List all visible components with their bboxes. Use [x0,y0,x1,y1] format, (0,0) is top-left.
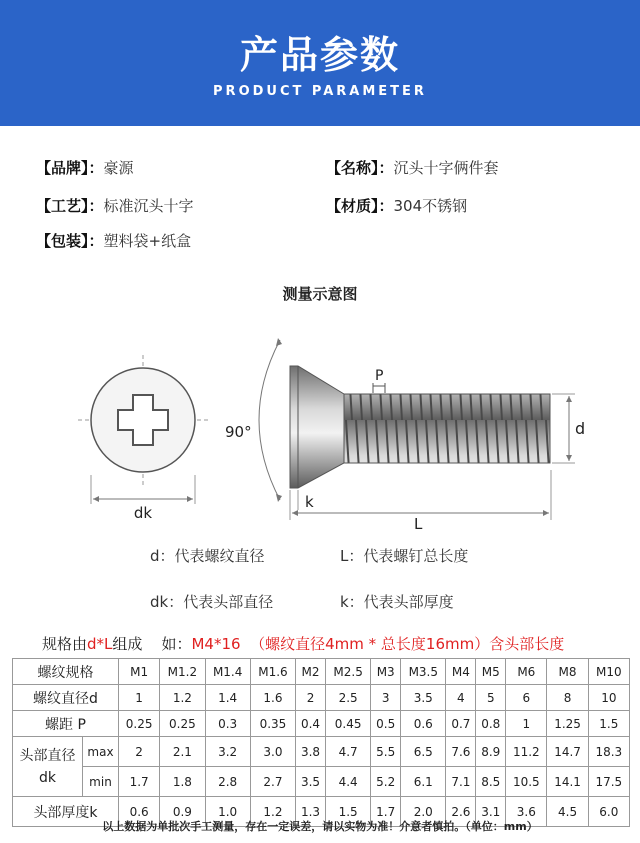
dk-max-cell: 8.9 [476,737,506,767]
size-cell: M4 [446,659,476,685]
attr-craft-key: 【工艺】： [36,197,104,215]
d-cell: 6 [506,685,547,711]
size-cell: M5 [476,659,506,685]
size-cell: M2.5 [325,659,370,685]
legend-d: d：代表螺纹直径 [150,547,265,565]
k-cell: 1.5 [325,797,370,827]
attr-package-value: 塑料袋+纸盒 [103,232,192,250]
attr-material-value: 304不锈钢 [393,197,468,215]
k-cell: 0.9 [160,797,205,827]
legend-k: k：代表头部厚度 [340,593,454,611]
row-label-dk-top: 头部直径 [19,747,76,764]
size-cell: M1.6 [250,659,295,685]
dk-max-cell: 7.6 [446,737,476,767]
k-cell: 1.2 [250,797,295,827]
attr-name-value: 沉头十字俩件套 [393,159,499,177]
p-cell: 0.35 [250,711,295,737]
table-row-d [13,685,630,711]
k-cell: 3.1 [476,797,506,827]
row-label-dk [13,737,83,797]
k-cell: 3.6 [506,797,547,827]
attr-material [326,195,467,217]
dk-max-cell: 3.0 [250,737,295,767]
spec-formula: d*L [87,635,113,653]
d-cell: 1.2 [160,685,205,711]
size-cell: M1.2 [160,659,205,685]
k-cell: 1.3 [296,797,326,827]
spec-middle: 组成 如： [112,635,192,653]
size-cell: M6 [506,659,547,685]
dk-max-cell: 2 [119,737,160,767]
footnote: 以上数据为单批次手工测量，存在一定误差，请以实物为准！介意者慎拍。（单位：mm） [102,820,538,833]
p-cell: 0.6 [401,711,446,737]
row-label-p: 螺距 P [13,711,119,737]
p-cell: 1 [506,711,547,737]
attr-name-key: 【名称】： [326,159,394,177]
dk-min-cell: 8.5 [476,767,506,797]
attr-brand-key: 【品牌】： [36,159,104,177]
attr-brand-value: 豪源 [103,159,134,177]
attr-package [36,230,191,252]
p-cell: 0.4 [296,711,326,737]
screw-side-view [225,338,585,533]
p-cell: 0.25 [160,711,205,737]
size-cell: M8 [547,659,588,685]
k-cell: 2.6 [446,797,476,827]
k-cell: 2.0 [401,797,446,827]
dk-max-cell: 6.5 [401,737,446,767]
legend-dk: dk：代表头部直径 [150,593,274,611]
label-d: d [575,419,586,438]
p-cell: 0.3 [205,711,250,737]
d-cell: 8 [547,685,588,711]
dk-max-cell: 18.3 [588,737,629,767]
dk-min-cell: 1.7 [119,767,160,797]
d-cell: 3.5 [401,685,446,711]
dk-max-cell: 11.2 [506,737,547,767]
row-label-dk-bottom: dk [39,769,56,786]
spec-description [42,633,564,654]
dk-max-cell: 5.5 [371,737,401,767]
dk-max-cell: 4.7 [325,737,370,767]
row-label-min: min [83,767,119,797]
table-row-dk-max [13,737,630,767]
header-banner [0,0,640,126]
d-cell: 1 [119,685,160,711]
k-cell: 1.7 [371,797,401,827]
k-cell: 1.0 [205,797,250,827]
dk-min-cell: 17.5 [588,767,629,797]
p-cell: 0.45 [325,711,370,737]
label-dk: dk [133,504,153,522]
screw-head-view [78,355,208,522]
d-cell: 3 [371,685,401,711]
d-cell: 1.4 [205,685,250,711]
attr-name [326,157,499,179]
d-cell: 4 [446,685,476,711]
spec-prefix: 规格由 [42,635,88,653]
dk-max-cell: 3.2 [205,737,250,767]
p-cell: 0.7 [446,711,476,737]
dk-min-cell: 5.2 [371,767,401,797]
attr-material-key: 【材质】： [326,197,394,215]
table-row-p [13,711,630,737]
p-cell: 0.8 [476,711,506,737]
d-cell: 5 [476,685,506,711]
size-cell: M10 [588,659,629,685]
k-cell: 6.0 [588,797,629,827]
dk-min-cell: 2.8 [205,767,250,797]
size-cell: M1.4 [205,659,250,685]
p-cell: 0.25 [119,711,160,737]
d-cell: 2 [296,685,326,711]
attr-brand [36,157,134,179]
label-k: k [305,493,314,511]
size-cell: M3.5 [401,659,446,685]
row-label-max: max [83,737,119,767]
dk-min-cell: 2.7 [250,767,295,797]
d-cell: 1.6 [250,685,295,711]
dk-min-cell: 3.5 [296,767,326,797]
attr-package-key: 【包装】： [36,232,104,250]
measurement-diagram [0,320,640,535]
label-angle: 90° [225,423,252,441]
dk-min-cell: 1.8 [160,767,205,797]
dk-min-cell: 4.4 [325,767,370,797]
dk-max-cell: 3.8 [296,737,326,767]
size-cell: M2 [296,659,326,685]
dk-min-cell: 10.5 [506,767,547,797]
attr-craft-value: 标准沉头十字 [103,197,194,215]
d-cell: 2.5 [325,685,370,711]
dk-max-cell: 14.7 [547,737,588,767]
diagram-title: 测量示意图 [282,285,358,303]
size-cell: M3 [371,659,401,685]
row-label-d: 螺纹直径d [13,685,119,711]
k-cell: 0.6 [119,797,160,827]
p-cell: 1.25 [547,711,588,737]
dk-max-cell: 2.1 [160,737,205,767]
label-l: L [414,515,423,533]
spec-table [12,658,630,827]
legend-l: L：代表螺钉总长度 [340,547,469,565]
attr-craft [36,195,194,217]
banner-title: 产品参数 [239,33,400,77]
size-cell: M1 [119,659,160,685]
dk-min-cell: 7.1 [446,767,476,797]
table-row-dk-min [13,767,630,797]
p-cell: 1.5 [588,711,629,737]
banner-subtitle: PRODUCT PARAMETER [213,84,427,99]
dk-min-cell: 6.1 [401,767,446,797]
spec-example: M4*16 （螺纹直径4mm * 总长度16mm）含头部长度 [191,635,565,653]
row-label-size: 螺纹规格 [13,659,119,685]
d-cell: 10 [588,685,629,711]
p-cell: 0.5 [371,711,401,737]
k-cell: 4.5 [547,797,588,827]
table-row-size [13,659,630,685]
row-label-k: 头部厚度k [13,797,119,827]
dk-min-cell: 14.1 [547,767,588,797]
label-p: P [375,368,384,384]
